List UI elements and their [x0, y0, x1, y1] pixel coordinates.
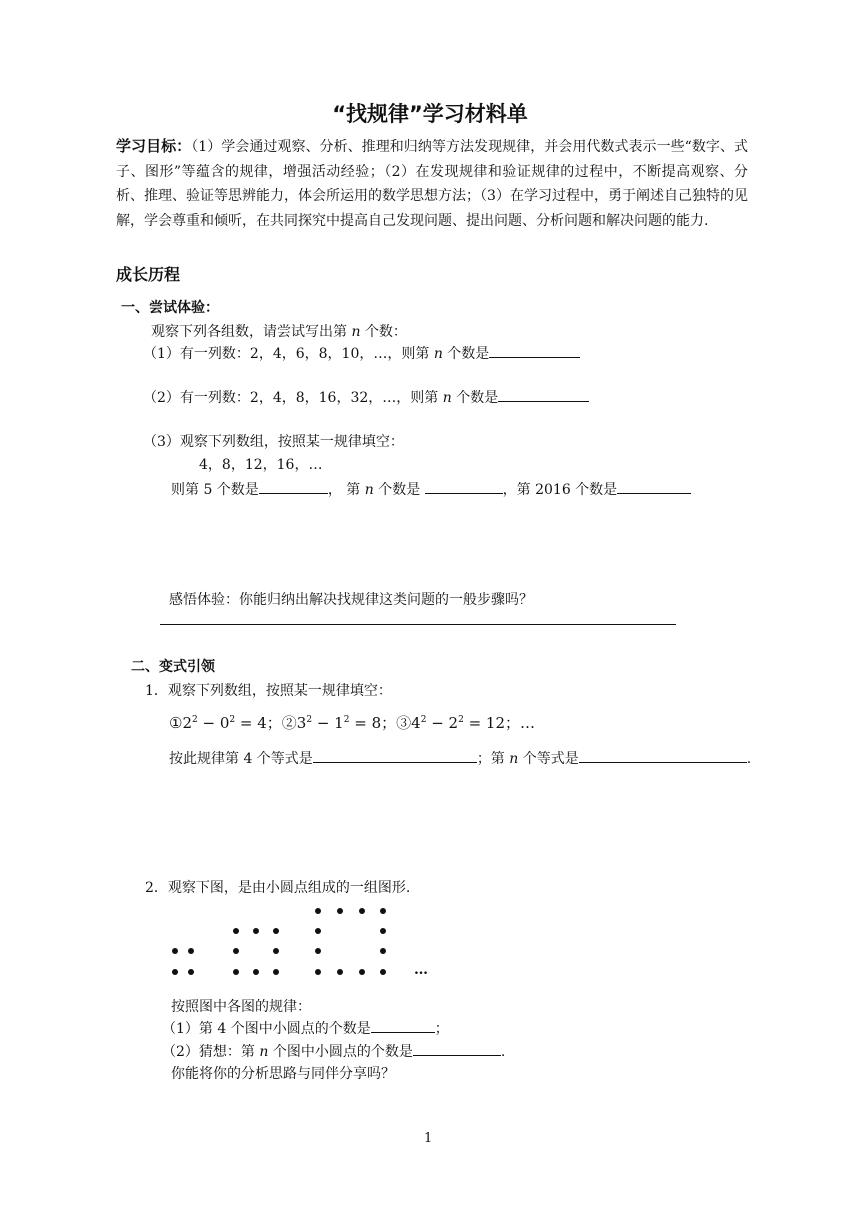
- dot: [253, 969, 259, 975]
- dot: [337, 908, 343, 914]
- part1-q2: [143, 387, 589, 407]
- circle-1: ①: [169, 714, 183, 732]
- q2-answer-blank[interactable]: [498, 387, 589, 402]
- dot: [273, 928, 279, 934]
- eq2-base2: − 1: [312, 714, 344, 732]
- part2-q1-line: [169, 748, 751, 768]
- dot: [172, 969, 178, 975]
- dot: [273, 969, 279, 975]
- q1-text-end: 个数是: [447, 346, 490, 362]
- q2-n: n: [442, 390, 452, 406]
- dot: [273, 948, 279, 954]
- eq3-exp1: 2: [420, 715, 427, 725]
- sub2-text-end: 个图中小圆点的个数是: [272, 1044, 413, 1060]
- part1-q3-line: [171, 479, 691, 499]
- goals-text: （1）学会通过观察、分析、推理和归纳等方法发现规律，并会用代数式表示一些“数字、式子、图形”等蕴含的规律，增强活动经验；（2）在发现规律和验证规律的过程中，不断提高观察、分析、推理、验证等思辨能力，体会所运用的数学思想方法；（3）在学习过程中，勇于阐述自己独特的见解，学会尊重和倾听，在共同探究中提高自己发现问题、提出问题、分析问题和解决问题的能力.: [116, 139, 748, 229]
- eq3-base2: − 2: [426, 714, 459, 732]
- q2-text: （2）有一列数：2，4，8，16，32，…，则第: [143, 390, 439, 406]
- reflection-answer-line[interactable]: [160, 624, 676, 625]
- dot: [188, 948, 194, 954]
- part1-q3: （3）观察下列数组，按照某一规律填空：: [143, 434, 404, 450]
- eq2-exp2: 2: [343, 715, 350, 725]
- dot: [359, 969, 365, 975]
- q1-nth-prefix: ；第: [476, 751, 505, 767]
- part1-reflection: 感悟体验：你能归纳出解决找规律这类问题的一般步骤吗？: [169, 592, 533, 608]
- dot: [380, 908, 386, 914]
- dot: [359, 908, 365, 914]
- dot: [315, 948, 321, 954]
- dot: [315, 908, 321, 914]
- q1-text: （1）有一列数：2，4，6，8，10，…，则第: [143, 346, 430, 362]
- equation-row: [169, 712, 535, 733]
- circle-2: ；②: [266, 714, 297, 732]
- learning-goals: [116, 134, 748, 233]
- q3-nth-prefix: ， 第: [327, 482, 361, 498]
- document-title: “找规律”学习材料单: [332, 102, 528, 126]
- dot: [380, 948, 386, 954]
- dot: [233, 969, 239, 975]
- q3-fifth-label: 则第 5 个数是: [171, 482, 259, 498]
- dot: [253, 928, 259, 934]
- part2-heading: 二、变式引领: [131, 659, 215, 675]
- dot: [233, 948, 239, 954]
- q1-fourth-blank[interactable]: [313, 748, 477, 763]
- intro-n: n: [351, 324, 361, 340]
- part1-intro: [151, 321, 407, 341]
- page-number: 1: [424, 1131, 433, 1146]
- q1-answer-blank[interactable]: [489, 343, 580, 358]
- q3-nth-blank[interactable]: [425, 479, 503, 494]
- part1-q3-sequence: 4，8，12，16，…: [199, 457, 323, 473]
- part1-q1: [143, 343, 580, 363]
- dot: [380, 969, 386, 975]
- q1-fourth-label: 按此规律第 4 个等式是: [169, 751, 313, 767]
- part2-sub1: [162, 1018, 449, 1038]
- eq2-exp1: 2: [306, 715, 313, 725]
- dot: [233, 928, 239, 934]
- part1-heading: 一、尝试体验：: [121, 300, 219, 316]
- goals-label: 学习目标：: [116, 137, 192, 155]
- section-heading: 成长历程: [116, 265, 181, 284]
- sub2-text: （2）猜想：第: [162, 1044, 255, 1060]
- eq1-result: = 4: [235, 714, 267, 732]
- part2-share: 你能将你的分析思路与同伴分享吗？: [171, 1066, 395, 1082]
- eq1-exp1: 2: [192, 715, 198, 725]
- sub2-end: .: [500, 1044, 506, 1060]
- eq1-exp2: 2: [229, 715, 236, 725]
- figure-ellipsis: …: [414, 962, 428, 978]
- q1-period: .: [746, 751, 752, 767]
- eq3-exp2: 2: [458, 715, 464, 725]
- dot: [337, 969, 343, 975]
- q3-n: n: [364, 482, 374, 498]
- q1-n: n: [433, 346, 443, 362]
- eq2-base1: 3: [296, 714, 307, 732]
- part2-q1: 1．观察下列数组，按照某一规律填空：: [145, 683, 392, 699]
- q3-2016-label: ，第 2016 个数是: [502, 482, 618, 498]
- dot: [188, 969, 194, 975]
- sub2-n: n: [259, 1044, 269, 1060]
- eq1-base2: − 0: [197, 714, 230, 732]
- dot: [380, 928, 386, 934]
- eq1-base1: 2: [182, 714, 192, 732]
- sub1-answer-blank[interactable]: [371, 1018, 435, 1033]
- q1-n: n: [509, 751, 519, 767]
- q3-fifth-blank[interactable]: [259, 479, 328, 494]
- q1-nth-label: 个等式是: [522, 751, 579, 767]
- q1-nth-blank[interactable]: [579, 748, 747, 763]
- dot: [315, 928, 321, 934]
- sub1-end: ；: [434, 1021, 449, 1037]
- dot: [172, 948, 178, 954]
- part2-rule: 按照图中各图的规律：: [171, 999, 311, 1015]
- intro-text-end: 个数：: [364, 324, 407, 340]
- part2-sub2: [162, 1041, 505, 1061]
- q2-text-end: 个数是: [456, 390, 499, 406]
- q3-nth-label: 个数是: [378, 482, 421, 498]
- eq2-result: = 8: [349, 714, 382, 732]
- q3-2016-blank[interactable]: [617, 479, 691, 494]
- dot: [315, 969, 321, 975]
- intro-text: 观察下列各组数，请尝试写出第: [151, 324, 347, 340]
- sub1-text: （1）第 4 个图中小圆点的个数是: [162, 1021, 371, 1037]
- eq3-base1: 4: [411, 714, 421, 732]
- eq-tail: ；…: [505, 714, 536, 732]
- sub2-answer-blank[interactable]: [413, 1041, 501, 1056]
- eq3-result: = 12: [463, 714, 506, 732]
- part2-q2: 2．观察下图，是由小圆点组成的一组图形.: [145, 880, 411, 896]
- circle-3: ；③: [381, 714, 412, 732]
